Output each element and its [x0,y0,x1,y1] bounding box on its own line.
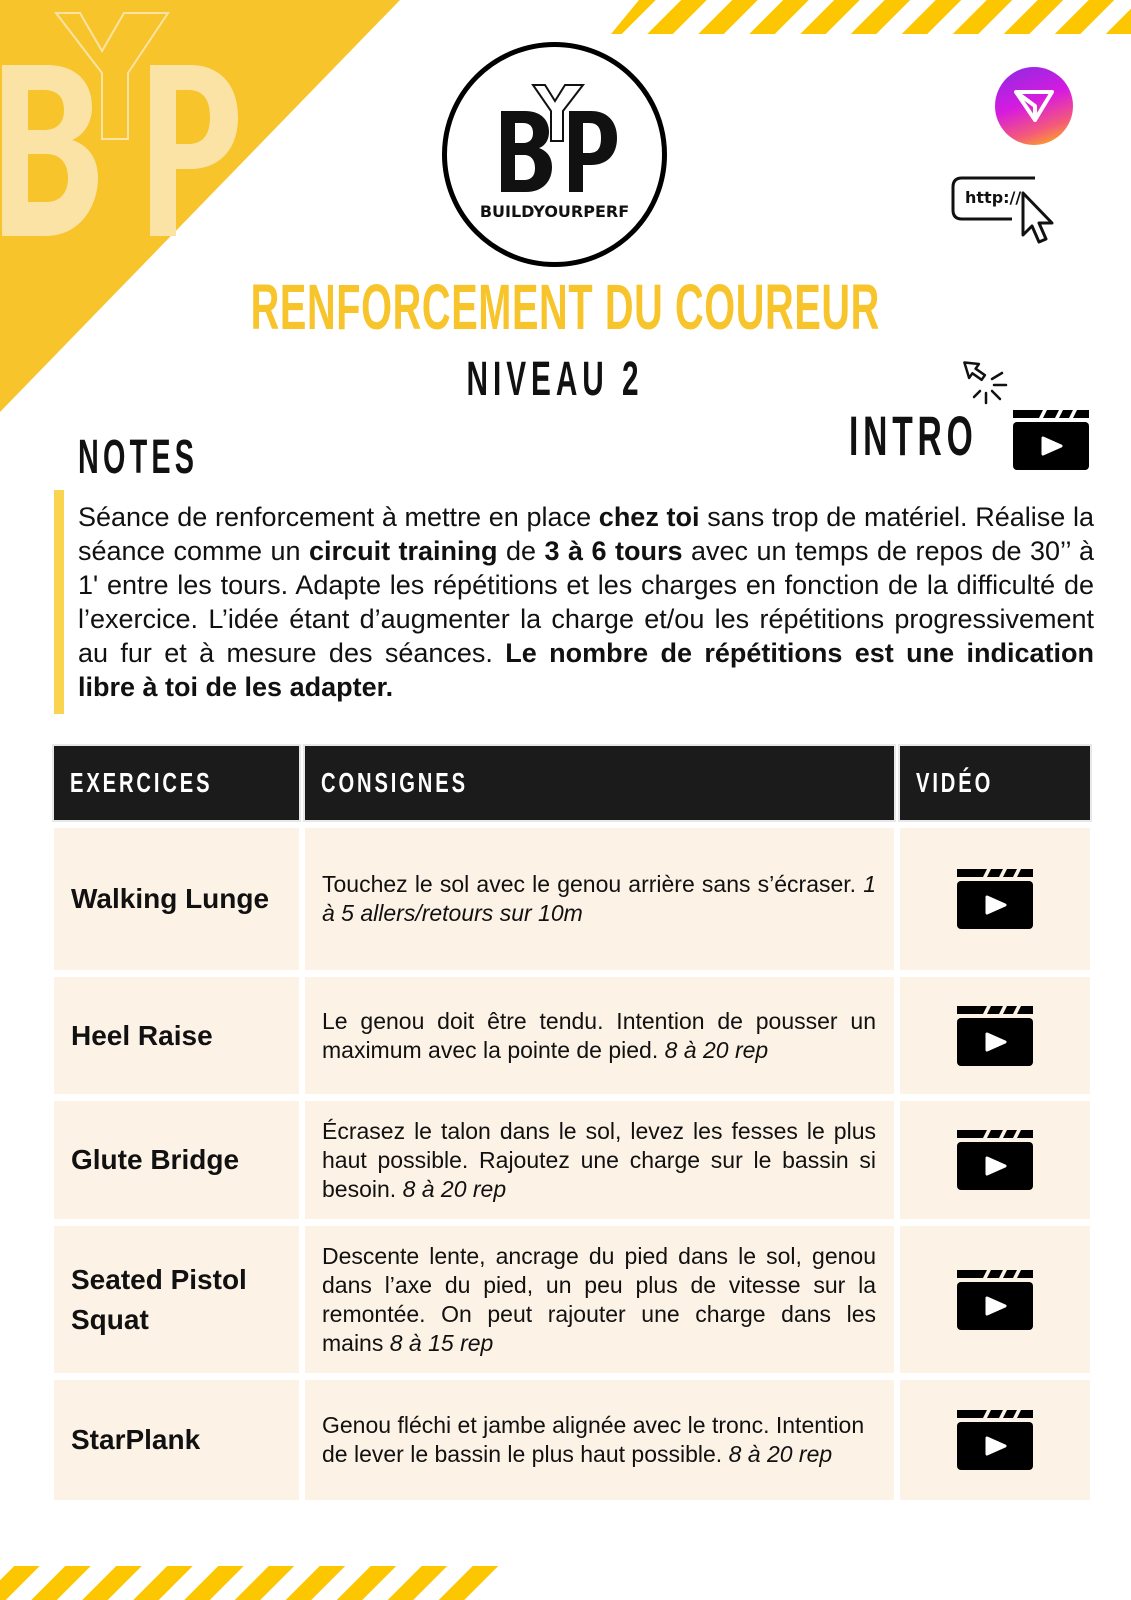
exercise-instruction: Le genou doit être tendu. Intention de pousser un maximum avec la pointe de pied. 8 à 20 rep [305,977,894,1094]
exercise-instruction: Touchez le sol avec le genou arrière sans s’écraser. 1 à 5 allers/retours sur 10m [305,828,894,970]
exercise-instruction: Genou fléchi et jambe alignée avec le tronc. Intention de lever le bassin le plus haut possible. 8 à 20 rep [305,1380,894,1500]
table-row [54,1101,1090,1219]
background-byp-logo-icon [0,10,240,240]
video-cell [900,1101,1090,1219]
exercise-name: Glute Bridge [54,1101,299,1219]
video-cell [900,977,1090,1094]
level-subtitle: NIVEAU 2 [466,353,644,406]
byp-logo-icon [499,83,619,193]
link-label: http:// [965,188,1022,207]
video-clapper-icon[interactable] [957,1270,1033,1330]
table-row [54,1226,1090,1373]
video-clapper-icon[interactable] [1013,410,1089,470]
column-header-video: VIDÉO [900,746,1090,820]
video-clapper-icon[interactable] [957,1130,1033,1190]
table-row [54,977,1090,1094]
notes-body: Séance de renforcement à mettre en place chez toi sans trop de matériel. Réalise la séance comme un circuit training de 3 à 6 tours avec un temps de repos de 30’’ à 1' entre les tours. Adapte les répétitions et les charges en fonction de la difficulté de l’exercice. L’idée étant d’augmenter la charge et/ou les répétitions progressivement au fur et à mesure des séances. Le nombre de répétitions est une indication libre à toi de les adapter. [78,502,1094,702]
website-link-button[interactable] [950,175,1075,250]
paper-plane-share-icon [1013,88,1055,124]
decorative-stripes-top [611,0,1131,34]
video-cell [900,1226,1090,1373]
table-row [54,828,1090,970]
video-cell [900,828,1090,970]
intro-link[interactable]: INTRO [849,404,978,467]
exercise-name: Walking Lunge [54,828,299,970]
notes-accent-bar [54,490,64,714]
exercise-name: Heel Raise [54,977,299,1094]
decorative-stripes-bottom [0,1566,515,1600]
exercise-instruction: Descente lente, ancrage du pied dans le sol, genou dans l’axe du pied, un peu plus de vitesse sur la remontée. On peut rajouter une charge dans les mains 8 à 15 rep [305,1226,894,1373]
video-clapper-icon[interactable] [957,1006,1033,1066]
exercise-instruction: Écrasez le talon dans le sol, levez les fesses le plus haut possible. Rajoutez une charge sur le bassin si besoin. 8 à 20 rep [305,1101,894,1219]
table-body [54,828,1090,1500]
table-header [54,746,1090,820]
column-header-instructions: CONSIGNES [305,746,894,820]
video-clapper-icon[interactable] [957,1410,1033,1470]
notes-title: NOTES [78,431,199,484]
click-pointer-icon [962,357,1014,405]
web-link-cursor-icon [950,175,1075,250]
column-header-exercises: EXERCICES [54,746,299,820]
video-clapper-icon[interactable] [957,869,1033,929]
table-row [54,1380,1090,1500]
brand-logo [442,42,667,267]
exercise-name: Seated Pistol Squat [54,1226,299,1373]
video-cell [900,1380,1090,1500]
brand-name: BUILDYOURPERF [479,202,630,221]
page-title: RENFORCEMENT DU COUREUR [250,271,880,343]
share-button[interactable] [995,67,1073,145]
exercise-name: StarPlank [54,1380,299,1500]
exercise-table [54,746,1090,1507]
